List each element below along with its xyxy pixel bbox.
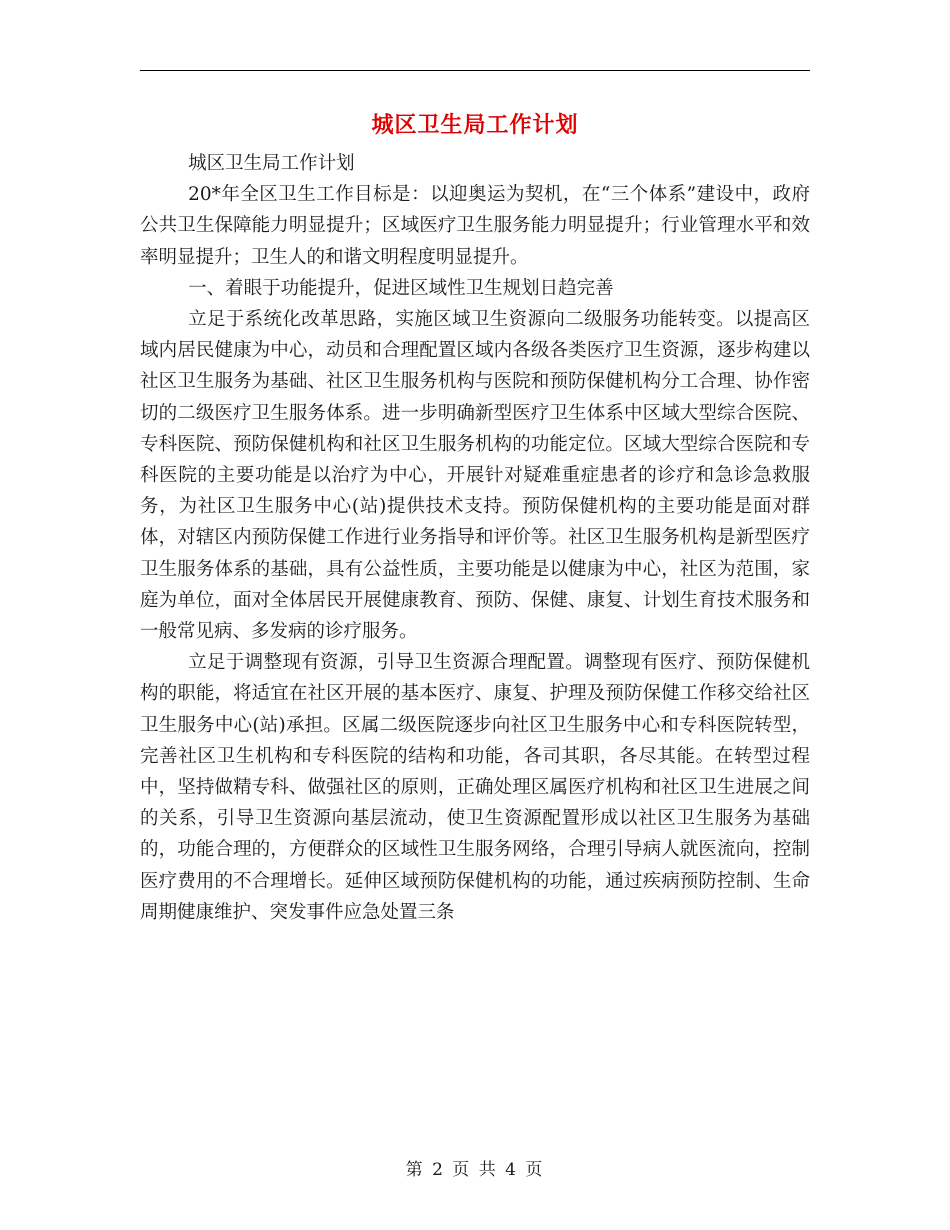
- document-body: [140, 148, 810, 928]
- body-paragraph: 立足于调整现有资源，引导卫生资源合理配置。调整现有医疗、预防保健机构的职能，将适宜在社区开展的基本医疗、康复、护理及预防保健工作移交给社区卫生服务中心(站)承担。区属二级医院逐步向社区卫生服务中心和专科医院转型，完善社区卫生机构和专科医院的结构和功能，各司其职，各尽其能。在转型过程中，坚持做精专科、做强社区的原则，正确处理区属医疗机构和社区卫生进展之间的关系，引导卫生资源向基层流动，使卫生资源配置形成以社区卫生服务为基础的，功能合理的，方便群众的区域性卫生服务网络，合理引导病人就医流向，控制医疗费用的不合理增长。延伸区域预防保健机构的功能，通过疾病预防控制、生命周期健康维护、突发事件应急处置三条: [140, 652, 810, 923]
- section-heading: 一、着眼于功能提升，促进区域性卫生规划日趋完善: [188, 277, 614, 299]
- header-rule: [140, 70, 810, 71]
- body-paragraph: 立足于系统化改革思路，实施区域卫生资源向二级服务功能转变。以提高区域内居民健康为中心，动员和合理配置区域内各级各类医疗卫生资源，逐步构建以社区卫生服务为基础、社区卫生服务机构与医院和预防保健机构分工合理、协作密切的二级医疗卫生服务体系。进一步明确新型医疗卫生体系中区域大型综合医院、专科医院、预防保健机构和社区卫生服务机构的功能定位。区域大型综合医院和专科医院的主要功能是以治疗为中心，开展针对疑难重症患者的诊疗和急诊急救服务，为社区卫生服务中心(站)提供技术支持。预防保健机构的主要功能是面对群体，对辖区内预防保健工作进行业务指导和评价等。社区卫生服务机构是新型医疗卫生服务体系的基础，具有公益性质，主要功能是以健康为中心，社区为范围，家庭为单位，面对全体居民开展健康教育、预防、保健、康复、计划生育技术服务和一般常见病、多发病的诊疗服务。: [140, 309, 810, 643]
- document-title: 城区卫生局工作计划: [371, 112, 579, 138]
- goal-paragraph: 20*年全区卫生工作目标是：以迎奥运为契机，在“三个体系”建设中，政府公共卫生保障能力明显提升；区域医疗卫生服务能力明显提升；行业管理水平和效率明显提升；卫生人的和谐文明程度明显提升。: [140, 184, 810, 268]
- subtitle-paragraph: 城区卫生局工作计划: [188, 153, 355, 174]
- page-number-footer: 第 2 页 共 4 页: [405, 1160, 545, 1180]
